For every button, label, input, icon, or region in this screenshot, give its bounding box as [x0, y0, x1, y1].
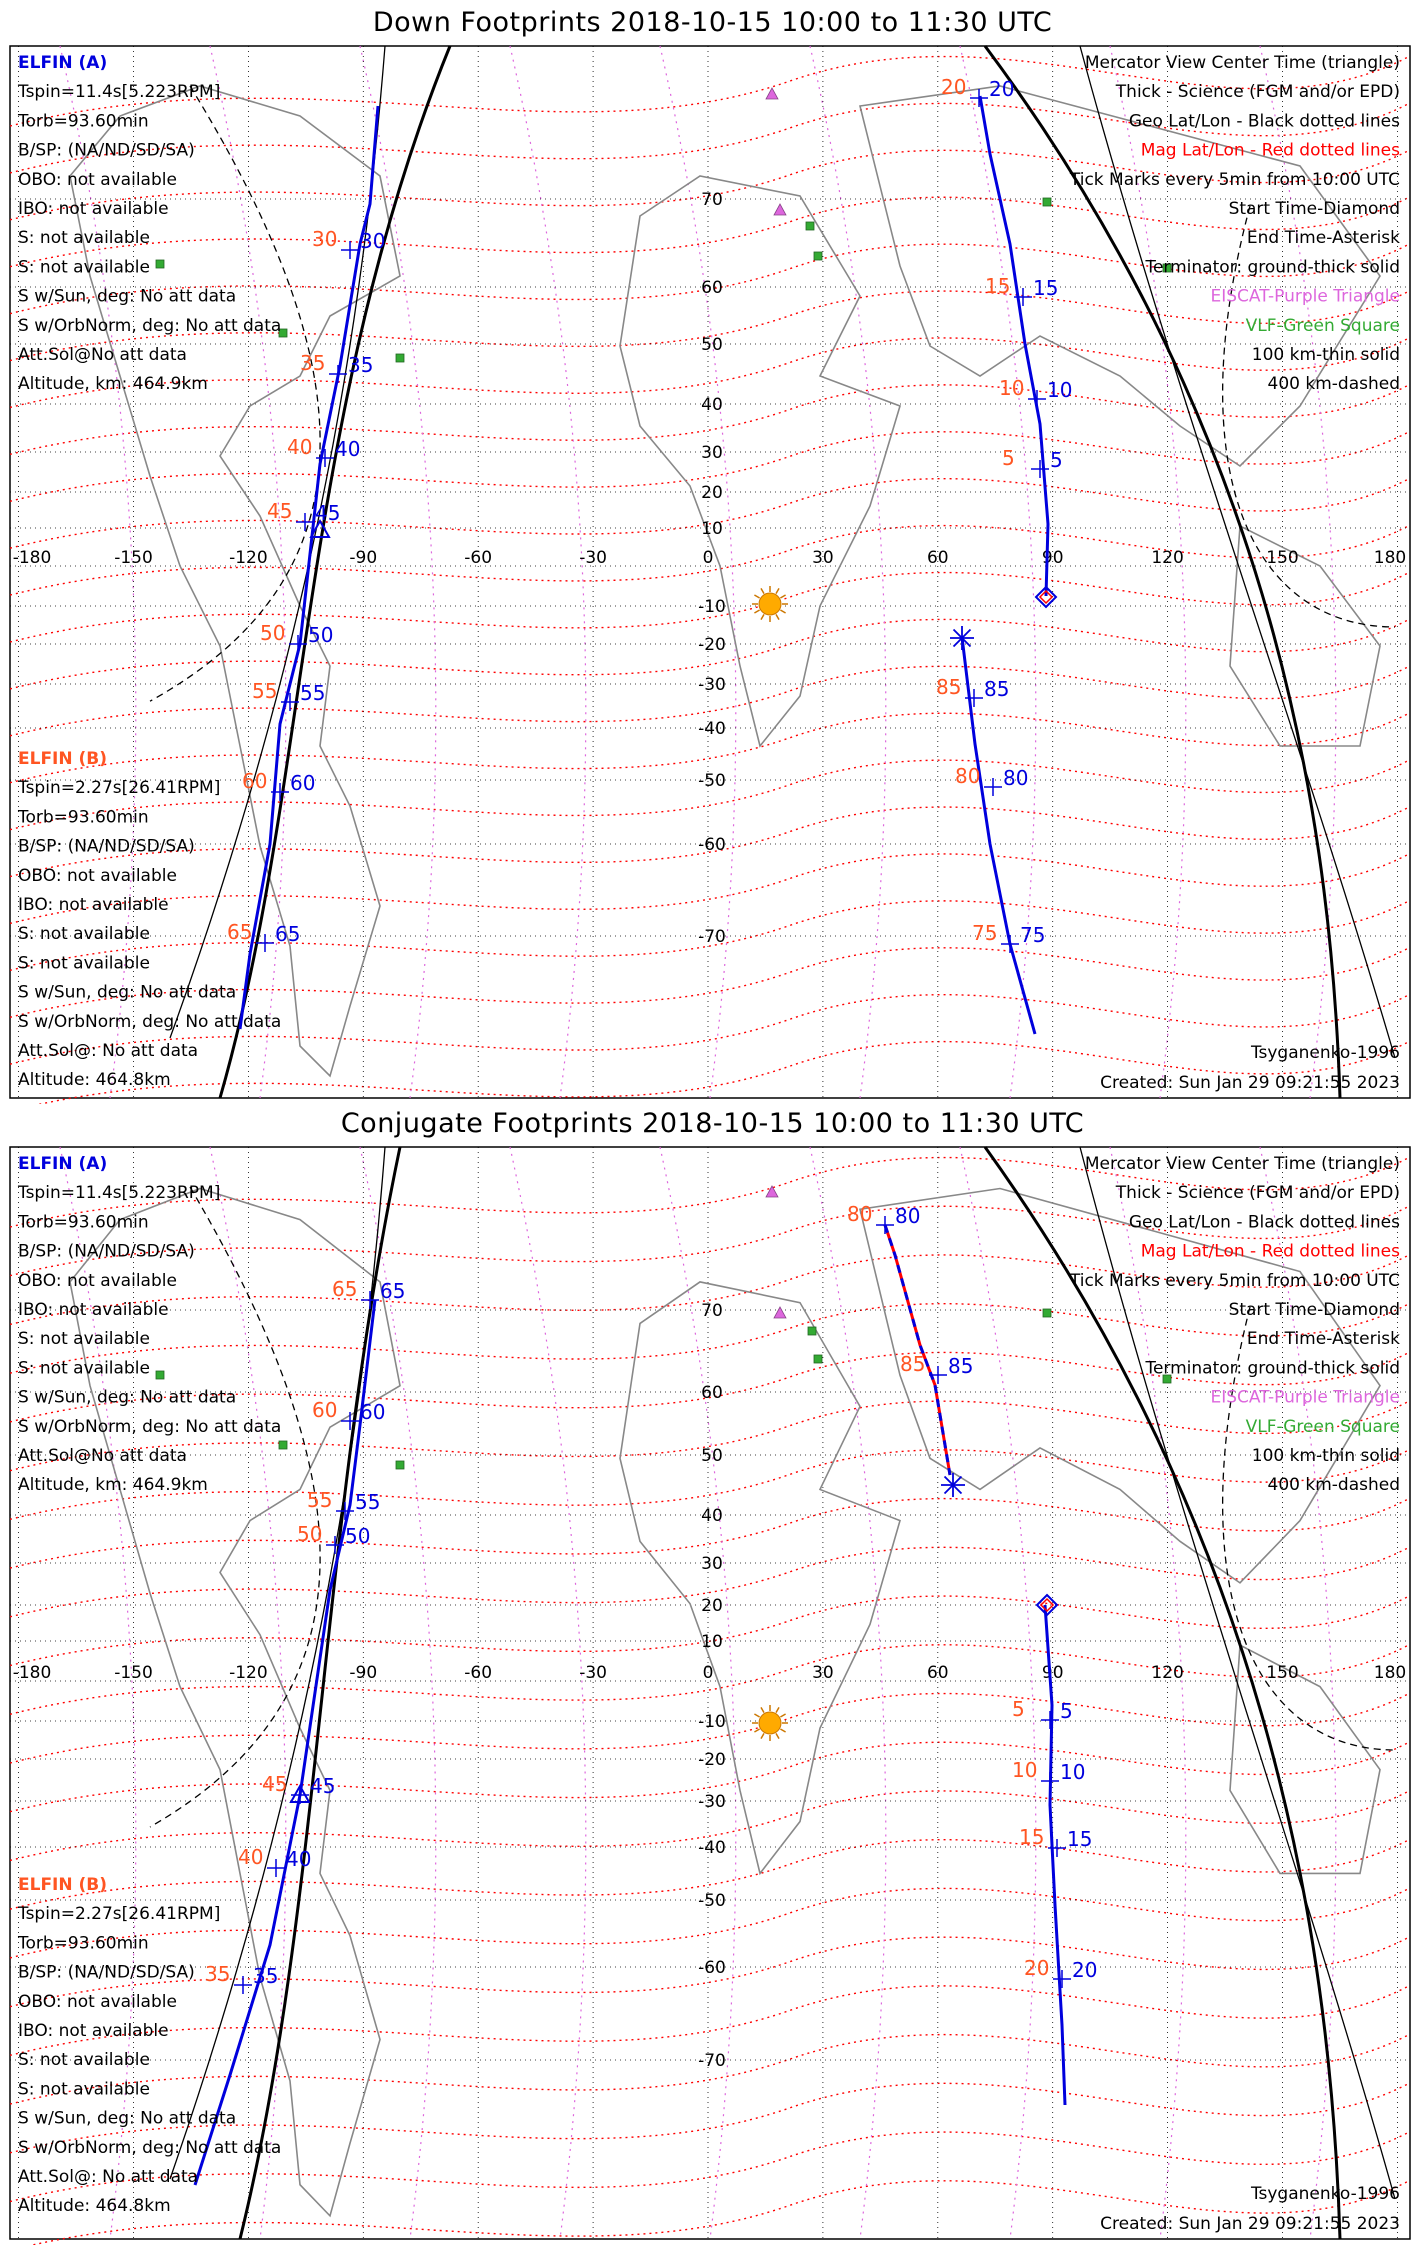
- track-time-label: 20: [1072, 1958, 1098, 1982]
- lat-tick-label: 30: [701, 1554, 723, 1574]
- lat-tick-label: 50: [701, 335, 723, 355]
- lon-tick-label: -30: [579, 548, 607, 568]
- lat-tick-label: 60: [701, 1383, 723, 1403]
- elfin-a-info-line: S: not available: [18, 1329, 150, 1350]
- lon-tick-label: 60: [926, 548, 949, 568]
- lat-tick-label: -30: [698, 1792, 726, 1812]
- legend-entry: Mercator View Center Time (triangle): [1084, 53, 1400, 73]
- model-label: Tsyganenko-1996: [1250, 2184, 1400, 2204]
- elfin-b-info-line: S: not available: [18, 953, 150, 974]
- legend-entry: 400 km-dashed: [1267, 374, 1400, 395]
- elfin-a-info-line: S w/OrbNorm, deg: No att data: [18, 1416, 282, 1437]
- lon-tick-label: 90: [1041, 548, 1064, 568]
- elfin-b-info-line: Att.Sol@: No att data: [18, 1041, 199, 1061]
- track-mag-label: 5: [1002, 446, 1015, 470]
- elfin-b-info-line: B/SP: (NA/ND/SD/SA): [18, 836, 195, 857]
- elfin-b-info-line: OBO: not available: [18, 1991, 177, 2012]
- down-footprints-map: [0, 44, 1425, 1104]
- track-time-label: 65: [275, 922, 301, 946]
- elfin-a-info-line: IBO: not available: [18, 199, 169, 219]
- lon-tick-label: -150: [114, 1663, 153, 1683]
- elfin-a-info-line: Torb=93.60min: [18, 111, 149, 132]
- lat-tick-label: -70: [698, 2051, 726, 2071]
- elfin-b-info-line: IBO: not available: [18, 2021, 169, 2041]
- elfin-a-info-line: Tspin=11.4s[5.223RPM]: [18, 1183, 221, 1204]
- elfin-a-info-line: Tspin=11.4s[5.223RPM]: [18, 82, 221, 103]
- lon-tick-label: 30: [812, 1663, 834, 1683]
- elfin-a-info-line: S w/OrbNorm, deg: No att data: [18, 315, 282, 336]
- elfin-b-info-line: S w/Sun, deg: No att data: [18, 982, 237, 1003]
- lat-tick-label: -60: [698, 835, 726, 855]
- legend-entry: Mag Lat/Lon - Red dotted lines: [1140, 1241, 1400, 1262]
- elfin-a-label: ELFIN (A): [18, 1154, 108, 1174]
- vlf-square-icon: [806, 222, 814, 230]
- track-time-label: 20: [989, 77, 1015, 101]
- track-time-label: 50: [345, 1524, 371, 1548]
- lat-tick-label: 40: [701, 395, 723, 415]
- legend-entry: Tick Marks every 5min from 10:00 UTC: [1069, 1270, 1400, 1291]
- track-time-label: 30: [360, 229, 386, 253]
- track-mag-label: 35: [205, 1962, 231, 1986]
- vlf-square-icon: [814, 1355, 822, 1363]
- elfin-a-info-line: S: not available: [18, 228, 150, 249]
- lat-tick-label: -50: [698, 771, 726, 791]
- elfin-a-info-line: B/SP: (NA/ND/SD/SA): [18, 140, 195, 161]
- elfin-b-label: ELFIN (B): [18, 749, 108, 769]
- legend-entry: Terminator: ground-thick solid: [1145, 1358, 1400, 1379]
- legend-entry: Geo Lat/Lon - Black dotted lines: [1128, 1212, 1400, 1233]
- model-label: Tsyganenko-1996: [1250, 1043, 1400, 1063]
- track-mag-label: 80: [955, 764, 981, 788]
- legend-entry: VLF-Green Square: [1245, 1416, 1400, 1437]
- lon-tick-label: 180: [1373, 1663, 1407, 1683]
- track-mag-label: 45: [267, 499, 293, 523]
- lon-tick-label: 90: [1041, 1663, 1064, 1683]
- lat-tick-label: 40: [701, 1506, 723, 1526]
- vlf-square-icon: [808, 1327, 816, 1335]
- legend-entry: Thick - Science (FGM and/or EPD): [1115, 82, 1400, 103]
- track-mag-label: 45: [262, 1772, 288, 1796]
- lat-tick-label: 10: [701, 1632, 723, 1652]
- lat-tick-label: -50: [698, 1891, 726, 1911]
- track-mag-label: 50: [260, 621, 286, 645]
- track-mag-label: 20: [941, 75, 967, 99]
- lat-tick-label: -40: [698, 1838, 726, 1858]
- lat-tick-label: 30: [701, 443, 723, 463]
- track-mag-label: 15: [985, 274, 1011, 298]
- legend-entry: Thick - Science (FGM and/or EPD): [1115, 1183, 1400, 1204]
- lat-tick-label: -60: [698, 1958, 726, 1978]
- lat-tick-label: -20: [698, 1750, 726, 1770]
- track-time-label: 65: [380, 1279, 406, 1303]
- elfin-a-info-line: Att.Sol@No att data: [18, 1446, 187, 1466]
- track-mag-label: 80: [847, 1202, 873, 1226]
- lon-tick-label: -90: [349, 548, 378, 568]
- elfin-a-label: ELFIN (A): [18, 53, 108, 73]
- created-timestamp: Created: Sun Jan 29 09:21:55 2023: [1100, 1073, 1400, 1093]
- lon-tick-label: -60: [464, 1663, 493, 1683]
- track-time-label: 5: [1060, 1699, 1073, 1723]
- legend-entry: Start Time-Diamond: [1228, 1300, 1400, 1320]
- elfin-b-info-line: S: not available: [18, 2050, 150, 2071]
- track-time-label: 15: [1033, 276, 1059, 300]
- legend-entry: 400 km-dashed: [1267, 1475, 1400, 1496]
- track-mag-label: 60: [242, 769, 268, 793]
- vlf-square-icon: [396, 354, 404, 362]
- elfin-a-info-line: S: not available: [18, 1358, 150, 1379]
- legend-entry: End Time-Asterisk: [1246, 228, 1400, 249]
- lat-tick-label: -10: [698, 1712, 726, 1732]
- track-mag-label: 10: [1012, 1758, 1038, 1782]
- lat-tick-label: 10: [701, 519, 723, 539]
- track-mag-label: 55: [307, 1488, 333, 1512]
- elfin-b-info-line: S: not available: [18, 2079, 150, 2100]
- elfin-b-info-line: OBO: not available: [18, 865, 177, 886]
- lon-tick-label: 180: [1373, 548, 1407, 568]
- track-mag-label: 85: [900, 1352, 926, 1376]
- lon-tick-label: 0: [702, 548, 714, 568]
- legend-entry: Tick Marks every 5min from 10:00 UTC: [1069, 169, 1400, 190]
- elfin-a-info-line: S: not available: [18, 257, 150, 278]
- track-time-label: 60: [360, 1400, 386, 1424]
- track-time-label: 15: [1067, 1827, 1093, 1851]
- lon-tick-label: 150: [1266, 548, 1299, 568]
- elfin-b-info-line: Tspin=2.27s[26.41RPM]: [18, 778, 221, 799]
- legend-entry: EISCAT-Purple Triangle: [1210, 286, 1400, 307]
- elfin-b-info-line: S: not available: [18, 924, 150, 945]
- end-time-asterisk-icon: [941, 1473, 965, 1497]
- track-time-label: 45: [315, 501, 341, 525]
- legend-entry: EISCAT-Purple Triangle: [1210, 1387, 1400, 1408]
- elfin-a-info-line: Altitude, km: 464.9km: [18, 1475, 208, 1496]
- track-time-label: 35: [348, 353, 374, 377]
- lat-tick-label: 20: [701, 1596, 723, 1616]
- elfin-b-info-line: S w/OrbNorm, deg: No att data: [18, 2137, 282, 2158]
- elfin-b-info-line: S w/Sun, deg: No att data: [18, 2108, 237, 2129]
- track-mag-label: 15: [1019, 1825, 1045, 1849]
- lat-tick-label: -30: [698, 675, 726, 695]
- track-mag-label: 35: [300, 351, 326, 375]
- lon-tick-label: -30: [579, 1663, 607, 1683]
- vlf-square-icon: [1043, 198, 1051, 206]
- track-time-label: 45: [310, 1774, 336, 1798]
- elfin-a-info-line: S w/Sun, deg: No att data: [18, 286, 237, 307]
- legend-entry: Terminator: ground-thick solid: [1145, 257, 1400, 278]
- vlf-square-icon: [1043, 1309, 1051, 1317]
- elfin-b-info-line: S w/OrbNorm, deg: No att data: [18, 1011, 282, 1032]
- vlf-square-icon: [156, 260, 164, 268]
- lon-tick-label: -60: [464, 548, 493, 568]
- track-mag-label: 65: [227, 920, 253, 944]
- lon-tick-label: 150: [1266, 1663, 1299, 1683]
- vlf-square-icon: [279, 1441, 287, 1449]
- elfin-b-info-line: IBO: not available: [18, 895, 169, 915]
- lat-tick-label: -70: [698, 927, 726, 947]
- top-panel-title: Down Footprints 2018-10-15 10:00 to 11:30 UTC: [372, 7, 1053, 38]
- lon-tick-label: -120: [229, 1663, 268, 1683]
- elfin-a-info-line: Torb=93.60min: [18, 1212, 149, 1233]
- vlf-square-icon: [396, 1461, 404, 1469]
- lon-tick-label: 0: [702, 1663, 714, 1683]
- elfin-b-info-line: Altitude: 464.8km: [18, 1070, 171, 1091]
- lon-tick-label: -180: [12, 548, 52, 568]
- elfin-b-info-line: Att.Sol@: No att data: [18, 2167, 199, 2187]
- created-timestamp: Created: Sun Jan 29 09:21:55 2023: [1100, 2214, 1400, 2234]
- elfin-a-info-line: IBO: not available: [18, 1300, 169, 1320]
- track-time-label: 10: [1047, 378, 1073, 402]
- legend-entry: 100 km-thin solid: [1251, 1446, 1400, 1466]
- track-time-label: 75: [1020, 923, 1046, 947]
- track-mag-label: 55: [252, 679, 278, 703]
- elfin-b-info-line: B/SP: (NA/ND/SD/SA): [18, 1962, 195, 1983]
- track-time-label: 5: [1050, 448, 1063, 472]
- track-time-label: 40: [335, 437, 361, 461]
- track-mag-label: 75: [972, 921, 998, 945]
- elfin-b-label: ELFIN (B): [18, 1875, 108, 1895]
- legend-entry: Mag Lat/Lon - Red dotted lines: [1140, 140, 1400, 161]
- lat-tick-label: -20: [698, 635, 726, 655]
- lat-tick-label: 60: [701, 278, 723, 298]
- track-time-label: 10: [1060, 1760, 1086, 1784]
- lat-tick-label: -10: [698, 597, 726, 617]
- elfin-a-info-line: OBO: not available: [18, 169, 177, 190]
- track-mag-label: 5: [1012, 1697, 1025, 1721]
- end-time-asterisk-icon: [950, 626, 974, 650]
- track-time-label: 80: [895, 1204, 921, 1228]
- track-mag-label: 20: [1024, 1956, 1050, 1980]
- elfin-a-info-line: Altitude, km: 464.9km: [18, 374, 208, 395]
- lon-tick-label: -90: [349, 1663, 378, 1683]
- track-time-label: 85: [984, 677, 1010, 701]
- elfin-b-info-line: Torb=93.60min: [18, 1933, 149, 1954]
- elfin-a-info-line: B/SP: (NA/ND/SD/SA): [18, 1241, 195, 1262]
- lat-tick-label: 50: [701, 1446, 723, 1466]
- lon-tick-label: -180: [12, 1663, 52, 1683]
- track-mag-label: 65: [332, 1277, 358, 1301]
- elfin-a-info-line: S w/Sun, deg: No att data: [18, 1387, 237, 1408]
- lon-tick-label: -150: [114, 548, 153, 568]
- conjugate-footprints-map: [0, 1145, 1425, 2245]
- lat-tick-label: -40: [698, 719, 726, 739]
- track-time-label: 55: [300, 681, 326, 705]
- legend-entry: Start Time-Diamond: [1228, 199, 1400, 219]
- lon-tick-label: -120: [229, 548, 268, 568]
- lat-tick-label: 20: [701, 483, 723, 503]
- track-mag-label: 30: [312, 227, 338, 251]
- elfin-b-info-line: Altitude: 464.8km: [18, 2196, 171, 2217]
- track-time-label: 55: [355, 1490, 381, 1514]
- track-mag-label: 50: [297, 1522, 323, 1546]
- lon-tick-label: 30: [812, 548, 834, 568]
- track-time-label: 85: [948, 1354, 974, 1378]
- elfin-b-info-line: Tspin=2.27s[26.41RPM]: [18, 1904, 221, 1925]
- elfin-b-info-line: Torb=93.60min: [18, 807, 149, 828]
- lon-tick-label: 60: [926, 1663, 949, 1683]
- legend-entry: Mercator View Center Time (triangle): [1084, 1154, 1400, 1174]
- lat-tick-label: 70: [701, 190, 723, 210]
- track-mag-label: 60: [312, 1398, 338, 1422]
- track-time-label: 60: [290, 771, 316, 795]
- track-mag-label: 40: [238, 1845, 264, 1869]
- track-time-label: 80: [1003, 766, 1029, 790]
- track-time-label: 35: [253, 1964, 279, 1988]
- lat-tick-label: 70: [701, 1301, 723, 1321]
- legend-entry: 100 km-thin solid: [1251, 345, 1400, 365]
- bottom-panel-title: Conjugate Footprints 2018-10-15 10:00 to 11:30 UTC: [340, 1108, 1085, 1139]
- legend-entry: VLF-Green Square: [1245, 315, 1400, 336]
- lon-tick-label: 120: [1151, 548, 1184, 568]
- vlf-square-icon: [156, 1371, 164, 1379]
- elfin-a-info-line: Att.Sol@No att data: [18, 345, 187, 365]
- track-mag-label: 10: [999, 376, 1025, 400]
- track-mag-label: 85: [936, 675, 962, 699]
- legend-entry: End Time-Asterisk: [1246, 1329, 1400, 1350]
- track-time-label: 50: [308, 623, 334, 647]
- vlf-square-icon: [814, 252, 822, 260]
- track-mag-label: 40: [287, 435, 313, 459]
- lon-tick-label: 120: [1151, 1663, 1184, 1683]
- legend-entry: Geo Lat/Lon - Black dotted lines: [1128, 111, 1400, 132]
- track-time-label: 40: [286, 1847, 312, 1871]
- elfin-a-info-line: OBO: not available: [18, 1270, 177, 1291]
